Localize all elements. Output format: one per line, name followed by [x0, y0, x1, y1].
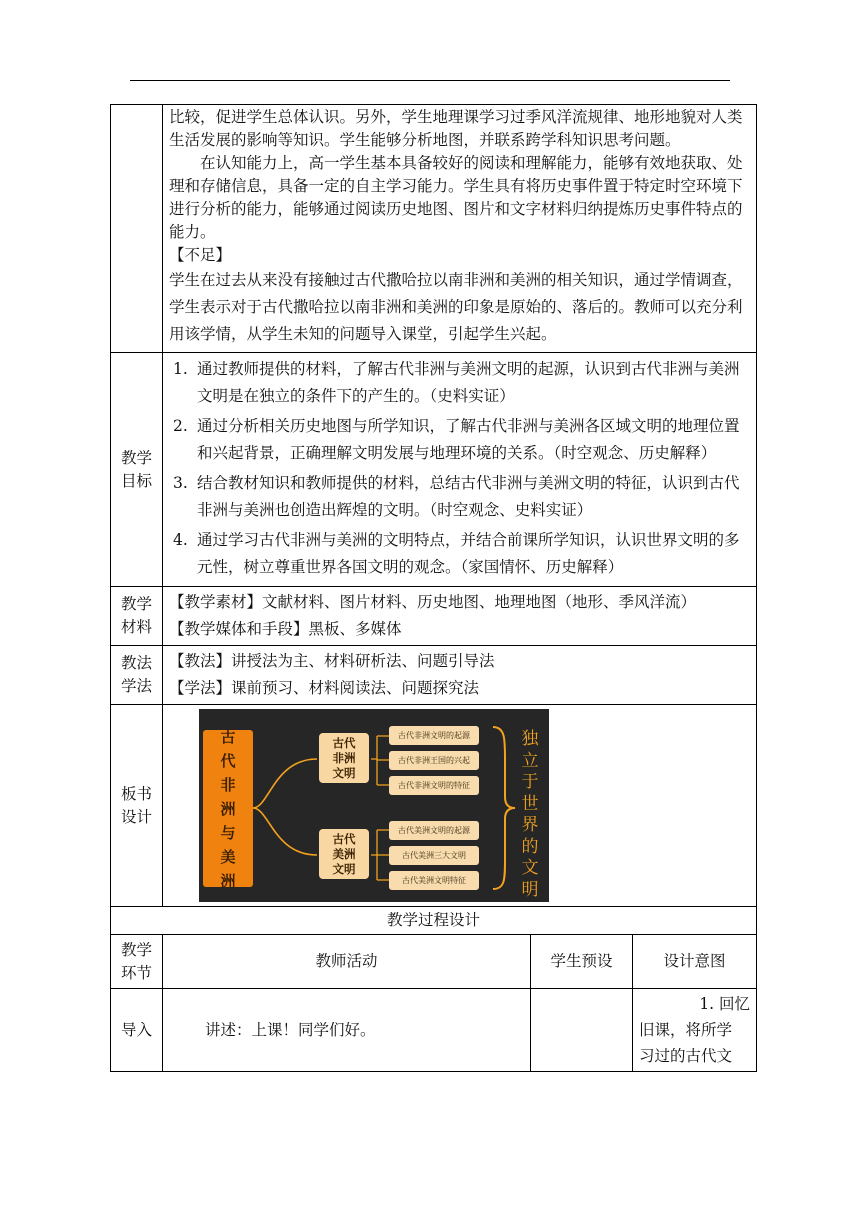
americas-subtopic-box — [319, 829, 369, 879]
teacher-activity-header: 教师活动 — [163, 935, 531, 989]
intro-continuation-paragraph: 比较，促进学生总体认识。另外，学生地理课学习过季风洋流规律、地形地貌对人类生活发展的影响等知识。学生能够分析地图，并联系跨学科知识思考问题。 — [169, 108, 743, 149]
board-label-line2: 设计 — [120, 807, 152, 826]
stage-header — [111, 935, 163, 989]
conclusion-char: 明 — [521, 879, 539, 900]
methods-content — [163, 646, 757, 705]
intro-student-expectation — [531, 989, 633, 1072]
board-design-row — [111, 705, 757, 907]
teaching-goals-content — [163, 353, 757, 587]
learner-analysis-content — [163, 105, 757, 353]
americas-item-features: 古代美洲文明特征 — [389, 871, 479, 890]
goal-item — [169, 527, 750, 581]
intent-line1: 1. 回忆 — [699, 995, 751, 1013]
learner-analysis-row — [111, 105, 757, 353]
africa-brace — [371, 736, 389, 785]
blackboard-diagram — [199, 709, 549, 902]
goal-text: 结合教材知识和教师提供的材料，总结古代非洲与美洲文明的特征，认识到古代非洲与美洲也创造出辉煌的文明。（时空观念、史料实证） — [197, 474, 740, 519]
goal-number: 1. — [173, 360, 188, 378]
conclusion-char: 世 — [521, 793, 539, 814]
intent-line3: 习过的古代文 — [639, 1047, 733, 1065]
materials-line-media: 【教学媒体和手段】黑板、多媒体 — [169, 620, 402, 638]
main-topic-char: 非 — [220, 775, 236, 794]
goal-number: 2. — [173, 417, 188, 435]
teaching-methods-line: 【教法】讲授法为主、材料研析法、问题引导法 — [169, 652, 495, 670]
goal-text: 通过分析相关历史地图与所学知识，了解古代非洲与美洲各区域文明的地理位置和兴起背景，正确理解文明发展与地理环境的关系。（时空观念、历史解释） — [197, 417, 740, 462]
main-topic-char: 与 — [220, 823, 236, 842]
conclusion-char: 于 — [521, 772, 539, 792]
methods-label-line1: 教法 — [120, 654, 152, 672]
main-topic-char: 美 — [220, 847, 236, 866]
main-topic-box — [203, 727, 253, 890]
americas-line2: 美洲 — [332, 846, 356, 861]
intro-stage-label: 导入 — [111, 989, 163, 1072]
main-topic-text — [220, 725, 235, 893]
methods-label-line2: 学法 — [120, 677, 152, 695]
goal-number: 4. — [173, 531, 188, 549]
methods-row — [111, 646, 757, 705]
africa-item-origin: 古代非洲文明的起源 — [389, 726, 479, 745]
board-design-label — [111, 705, 163, 907]
main-topic-char: 洲 — [220, 799, 236, 818]
process-title-row — [111, 907, 757, 935]
lesson-plan-table — [110, 104, 757, 1072]
americas-line3: 文明 — [332, 861, 356, 876]
main-topic-char: 代 — [220, 751, 236, 770]
conclusion-char: 界 — [521, 815, 539, 835]
teaching-goals-row — [111, 353, 757, 587]
board-design-content — [163, 705, 757, 907]
methods-label — [111, 646, 163, 705]
teaching-materials-label — [111, 587, 163, 646]
goal-text: 通过教师提供的材料，了解古代非洲与美洲文明的起源，认识到古代非洲与美洲文明是在独立的条件下的产生的。（史料实证） — [197, 360, 740, 405]
africa-item-features: 古代非洲文明的特征 — [389, 776, 479, 795]
connector-main-americas — [253, 808, 317, 855]
conclusion-char: 的 — [521, 836, 539, 857]
main-topic-char: 古 — [220, 727, 236, 746]
connector-main-africa — [253, 759, 317, 808]
goals-list — [169, 356, 750, 581]
conclusion-char: 独 — [521, 729, 539, 749]
goal-text: 通过学习古代非洲与美洲的文明特点，并结合前课所学知识，认识世界文明的多元性，树立尊重世界各国文明的观念。（家国情怀、历史解释） — [197, 531, 740, 576]
stage-header-line1: 教学 — [120, 940, 152, 959]
process-title: 教学过程设计 — [111, 907, 757, 935]
goal-number: 3. — [173, 474, 188, 492]
conclusion-char: 立 — [521, 750, 539, 771]
materials-line-resources: 【教学素材】文献材料、图片材料、历史地图、地理地图（地形、季风洋流） — [169, 593, 697, 611]
americas-item-origin: 古代美洲文明的起源 — [389, 821, 479, 840]
shortfall-paragraph: 学生在过去从来没有接触过古代撒哈拉以南非洲和美洲的相关知识，通过学情调查，学生表示对于古代撒哈拉以南非洲和美洲的印象是原始的、落后的。教师可以充分利用该学情，从学生未知的问题导入课堂，引起学生兴起。 — [169, 271, 743, 343]
conclusion-text — [517, 729, 543, 901]
stage-header-line2: 环节 — [120, 963, 152, 982]
process-header-row — [111, 935, 757, 989]
shortfall-heading: 【不足】 — [169, 246, 232, 264]
board-label-line1: 板书 — [120, 784, 152, 803]
learner-analysis-label-cell — [111, 105, 163, 353]
materials-label-line2: 材料 — [120, 618, 152, 636]
main-topic-char: 洲 — [220, 871, 236, 890]
intro-row — [111, 989, 757, 1072]
americas-brace — [371, 830, 389, 880]
teaching-materials-row — [111, 587, 757, 646]
goal-item — [169, 470, 750, 524]
africa-subtopic-box — [319, 733, 369, 783]
design-intent-header: 设计意图 — [633, 935, 757, 989]
teaching-materials-content — [163, 587, 757, 646]
conclusion-char: 文 — [521, 858, 539, 878]
goals-label-line2: 目标 — [120, 471, 152, 490]
goal-item — [169, 356, 750, 410]
materials-label-line1: 教学 — [120, 595, 152, 613]
goal-item — [169, 413, 750, 467]
header-rule — [130, 80, 730, 81]
africa-line3: 文明 — [332, 765, 356, 780]
conclusion-brace — [493, 727, 515, 889]
americas-line1: 古代 — [332, 831, 356, 846]
teaching-goals-label — [111, 353, 163, 587]
student-expectation-header: 学生预设 — [531, 935, 633, 989]
learning-methods-line: 【学法】课前预习、材料阅读法、问题探究法 — [169, 679, 480, 697]
cognitive-ability-paragraph: 在认知能力上，高一学生基本具备较好的阅读和理解能力，能够有效地获取、处理和存储信息，具备一定的自主学习能力。学生具有将历史事件置于特定时空环境下进行分析的能力，能够通过阅读历史地图、图片和文字材料归纳提炼历史事件特点的能力。 — [169, 154, 743, 241]
africa-line1: 古代 — [332, 735, 356, 750]
intro-design-intent — [633, 989, 757, 1072]
intro-teacher-activity: 讲述：上课！同学们好。 — [163, 989, 531, 1072]
intent-line2: 旧课，将所学 — [639, 1021, 733, 1039]
africa-item-kingdoms: 古代非洲王国的兴起 — [389, 751, 479, 770]
goals-label-line1: 教学 — [120, 448, 152, 467]
africa-line2: 非洲 — [332, 750, 356, 765]
americas-item-three-civilizations: 古代美洲三大文明 — [389, 846, 479, 865]
